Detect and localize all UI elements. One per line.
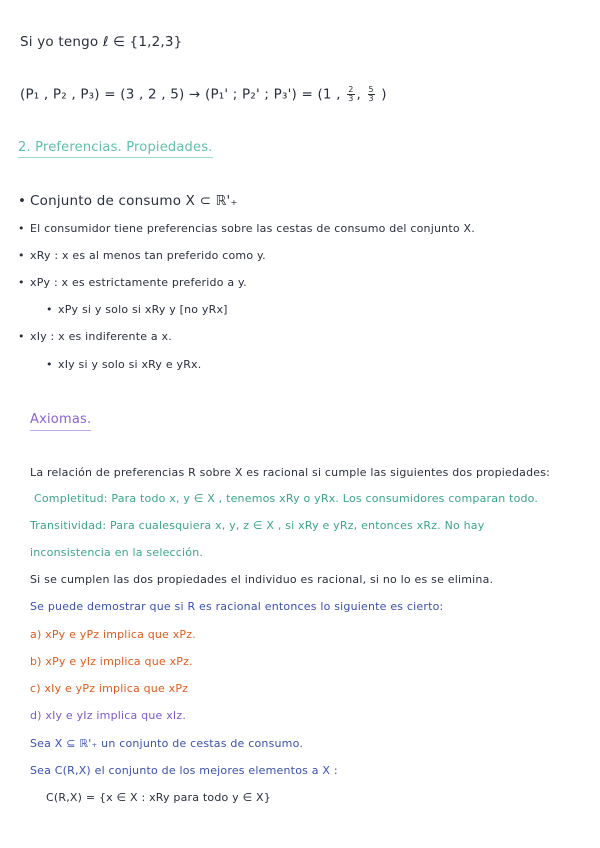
- implication-item-d: d) xIy e yIz implica que xIz.: [30, 709, 187, 722]
- price-vectors: (P₁ , P₂ , P₃) = (3 , 2 , 5) → (P₁' ; P₂' ; P₃') = (1 ,: [20, 86, 341, 103]
- bullet-dot-icon: •: [46, 303, 53, 316]
- implication-item-b: b) xPy e yIz implica que xPz.: [30, 655, 193, 668]
- bullet-text: xPy : x es estrictamente preferido a y.: [30, 276, 247, 289]
- bullet-item: [18, 330, 172, 343]
- fraction-numerator: 5: [368, 85, 374, 94]
- bullet-item: [18, 276, 247, 289]
- bullet-dot-icon: •: [46, 358, 53, 371]
- intro-line-1: Si yo tengo ℓ ∈ {1,2,3}: [20, 34, 183, 50]
- fraction-five-thirds: [368, 86, 375, 103]
- choice-set-definition: C(R,X) = {x ∈ X : xRy para todo y ∈ X}: [46, 791, 271, 804]
- bullet-item: [18, 249, 266, 262]
- bullet-dot-icon: •: [18, 193, 27, 209]
- axiomas-intro: La relación de preferencias R sobre X es racional si cumple las siguientes dos propiedades:: [30, 466, 551, 479]
- fraction-two-thirds: [347, 86, 354, 103]
- bullet-text: xIy si y solo si xRy e yRx.: [58, 358, 202, 371]
- sea-line-1: Sea X ⊆ ℝ'₊ un conjunto de cestas de consumo.: [30, 737, 304, 750]
- demostrar-line: Se puede demostrar que si R es racional entonces lo siguiente es cierto:: [30, 600, 444, 613]
- bullet-item: [18, 222, 475, 235]
- bullet-text: El consumidor tiene preferencias sobre las cestas de consumo del conjunto X.: [30, 222, 475, 235]
- bullet-dot-icon: •: [18, 249, 25, 262]
- section-title: 2. Preferencias. Propiedades.: [18, 140, 213, 158]
- fraction-separator: ,: [356, 86, 361, 103]
- completitud-line: Completitud: Para todo x, y ∈ X , tenemos xRy o yRx. Los consumidores comparan todo.: [34, 492, 539, 505]
- bullet-dot-icon: •: [18, 276, 25, 289]
- fraction-numerator: 2: [348, 85, 354, 94]
- closing-paren: ): [381, 86, 387, 103]
- axiomas-title: Axiomas.: [30, 412, 91, 431]
- section-heading: [18, 140, 213, 155]
- implication-item-a: a) xPy e yPz implica que xPz.: [30, 628, 196, 641]
- sub-bullet-item: [46, 303, 228, 316]
- implication-item-c: c) xIy e yPz implica que xPz: [30, 682, 189, 695]
- sub-bullet-item: [46, 358, 201, 371]
- bullet-dot-icon: •: [18, 330, 25, 343]
- fraction-denominator: 3: [348, 94, 354, 103]
- bullet-text: Conjunto de consumo X ⊂ ℝ'₊: [30, 193, 238, 209]
- transitividad-continuation: inconsistencia en la selección.: [30, 546, 204, 559]
- bullet-text: xIy : x es indiferente a x.: [30, 330, 172, 343]
- bullet-item: [18, 193, 238, 209]
- bullet-text: xPy si y solo si xRy y [no yRx]: [58, 303, 228, 316]
- bullet-text: xRy : x es al menos tan preferido como y.: [30, 249, 266, 262]
- axiomas-heading: [30, 412, 91, 427]
- fraction-denominator: 3: [368, 94, 374, 103]
- bullet-dot-icon: •: [18, 222, 25, 235]
- individuo-line: Si se cumplen las dos propiedades el individuo es racional, si no lo es se elimina.: [30, 573, 494, 586]
- transitividad-line: Transitividad: Para cualesquiera x, y, z ∈ X , si xRy e yRz, entonces xRz. No hay: [30, 519, 485, 532]
- intro-line-2: [20, 86, 387, 103]
- sea-line-2: Sea C(R,X) el conjunto de los mejores elementos a X :: [30, 764, 338, 777]
